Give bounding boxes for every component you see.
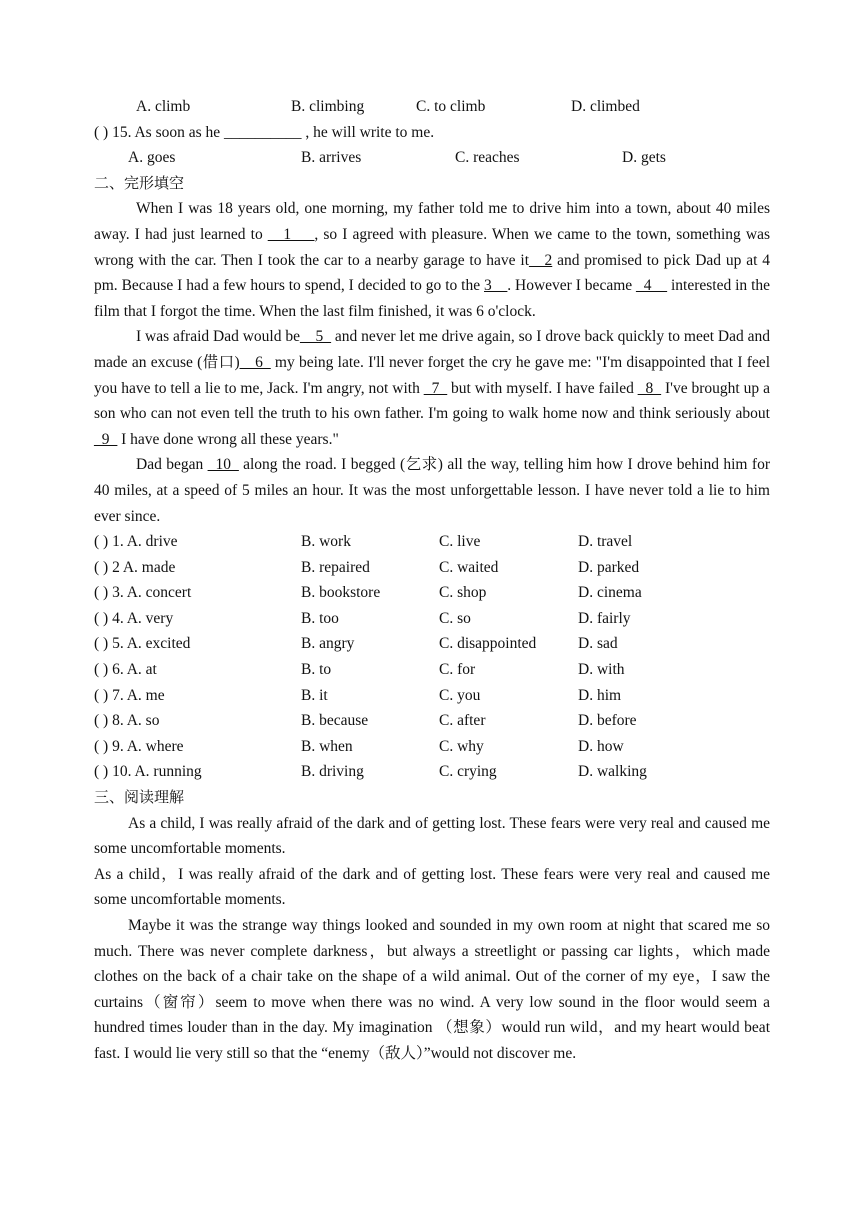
option-c: C. why <box>439 737 484 755</box>
q14-option-c: C. to climb <box>416 98 486 115</box>
q15-options <box>94 145 770 171</box>
reading-paragraph-2: As a child，I was really afraid of the dark and of getting lost. These fears were very real and caused me some uncomfortable moments. <box>94 865 770 909</box>
option-b: B. bookstore <box>301 584 381 602</box>
q15-option-a: A. goes <box>128 149 176 167</box>
option-c: C. you <box>439 686 481 704</box>
q14-option-a: A. climb <box>136 98 191 115</box>
question-prefix: ( ) 9. A. where <box>94 737 184 755</box>
option-d: D. walking <box>578 763 647 781</box>
question-prefix: ( ) 7. A. me <box>94 686 165 704</box>
question-prefix: ( ) 3. A. concert <box>94 584 192 602</box>
section-reading-title: 三、阅读理解 <box>94 788 185 807</box>
q15-option-b: B. arrives <box>301 149 362 167</box>
question-prefix: ( ) 1. A. drive <box>94 533 178 551</box>
blank-5: __5_ <box>299 328 331 346</box>
option-d: D. travel <box>578 533 633 551</box>
reading-paragraph-1: As a child, I was really afraid of the dark and of getting lost. These fears were very real and caused me some uncomfortable moments. <box>94 814 770 858</box>
question-prefix: ( ) 8. A. so <box>94 712 160 730</box>
option-d: D. fairly <box>578 609 631 627</box>
cloze-question-row <box>94 580 770 606</box>
option-c: C. after <box>439 712 486 730</box>
question-prefix: ( ) 6. A. at <box>94 661 157 679</box>
option-c: C. crying <box>439 763 497 781</box>
option-d: D. him <box>578 686 622 704</box>
blank-4: _4__ <box>636 277 668 295</box>
option-c: C. shop <box>439 584 487 602</box>
option-c: C. so <box>439 609 471 627</box>
blank-7: _7_ <box>423 379 448 397</box>
option-d: D. parked <box>578 558 640 576</box>
blank-1: __1___ <box>267 225 315 243</box>
cloze-paragraph-2: I was afraid Dad would be__5_ and never let me drive again, so I drove back quickly to meet Dad and made an excuse (借口)__6_ my being late. I'll never forget the cry he gave me: "I'm disappointed that I feel you have to tell a lie to me, Jack. I'm angry, not with _7_ but with myself. I have failed _8_ I've brought up a son who can not even tell the truth to his own father. I'm going to walk home now and think seriously about _9_ I have done wrong all these years." <box>94 328 770 448</box>
blank-10: _10_ <box>207 456 239 474</box>
q14-option-b: B. climbing <box>291 98 365 115</box>
option-b: B. too <box>301 609 339 627</box>
blank-3: 3__ <box>484 277 508 295</box>
cloze-question-row <box>94 555 770 581</box>
section-cloze-title: 二、完形填空 <box>94 173 185 192</box>
q15-option-d: D. gets <box>622 149 666 167</box>
blank-8: _8_ <box>637 379 662 397</box>
cloze-question-row <box>94 631 770 657</box>
q14-options <box>94 94 770 120</box>
option-b: B. work <box>301 533 351 551</box>
option-c: C. for <box>439 661 476 679</box>
option-b: B. to <box>301 661 332 679</box>
cloze-question-row <box>94 734 770 760</box>
q14-option-d: D. climbed <box>571 98 640 115</box>
question-prefix: ( ) 5. A. excited <box>94 635 191 653</box>
option-b: B. driving <box>301 763 364 781</box>
option-c: C. waited <box>439 558 499 576</box>
question-prefix: ( ) 10. A. running <box>94 763 202 781</box>
blank-9: _9_ <box>94 430 118 448</box>
option-b: B. repaired <box>301 558 370 576</box>
worksheet-page <box>94 94 770 1067</box>
blank-2: __2 <box>529 251 553 269</box>
cloze-question-row <box>94 529 770 555</box>
option-b: B. because <box>301 712 369 730</box>
reading-paragraph-3: Maybe it was the strange way things looked and sounded in my own room at night that scared me so much. There was never complete darkness，but always a streetlight or passing car lights，which made clothes on the back of a chair take on the shape of a wild animal. Out of the corner of my eye，I saw the curtains（窗帘）seem to move when there was no wind. A very low sound in the floor would seem a hundred times louder than in the day. My imagination （想象）would run wild，and my heart would beat fast. I would lie very still so that the “enemy（敌人）”would not discover me. <box>94 917 770 1062</box>
cloze-question-row <box>94 759 770 785</box>
question-prefix: ( ) 2 A. made <box>94 558 176 576</box>
cloze-question-row <box>94 683 770 709</box>
option-d: D. with <box>578 661 625 679</box>
cloze-paragraph-1: When I was 18 years old, one morning, my father told me to drive him into a town, about 40 miles away. I had just learned to __1___, so I agreed with pleasure. When we came to the town, something was wrong with the car. Then I took the car to a nearby garage to have it__2 and promised to pick Dad up at 4 pm. Because I had a few hours to spend, I decided to go to the 3__. However I became _4__ interested in the film that I forgot the time. When the last film finished, it was 6 o'clock. <box>94 200 771 320</box>
option-b: B. when <box>301 737 353 755</box>
option-c: C. disappointed <box>439 635 537 653</box>
cloze-question-row <box>94 708 770 734</box>
q15-option-c: C. reaches <box>455 149 520 167</box>
cloze-questions-list <box>94 529 770 785</box>
option-d: D. how <box>578 737 624 755</box>
q15-stem: ( ) 15. As soon as he __________ , he will write to me. <box>94 123 435 141</box>
option-d: D. sad <box>578 635 618 653</box>
option-d: D. before <box>578 712 637 730</box>
option-b: B. it <box>301 686 328 704</box>
cloze-question-row <box>94 606 770 632</box>
cloze-question-row <box>94 657 770 683</box>
cloze-paragraph-3: Dad began _10_ along the road. I begged (乞求) all the way, telling him how I drove behind him for 40 miles, at a speed of 5 miles an hour. It was the most unforgettable lesson. I have never told a lie to him ever since. <box>94 456 770 525</box>
option-d: D. cinema <box>578 584 642 602</box>
question-prefix: ( ) 4. A. very <box>94 609 174 627</box>
option-c: C. live <box>439 533 481 551</box>
blank-6: __6_ <box>239 353 271 371</box>
option-b: B. angry <box>301 635 355 653</box>
